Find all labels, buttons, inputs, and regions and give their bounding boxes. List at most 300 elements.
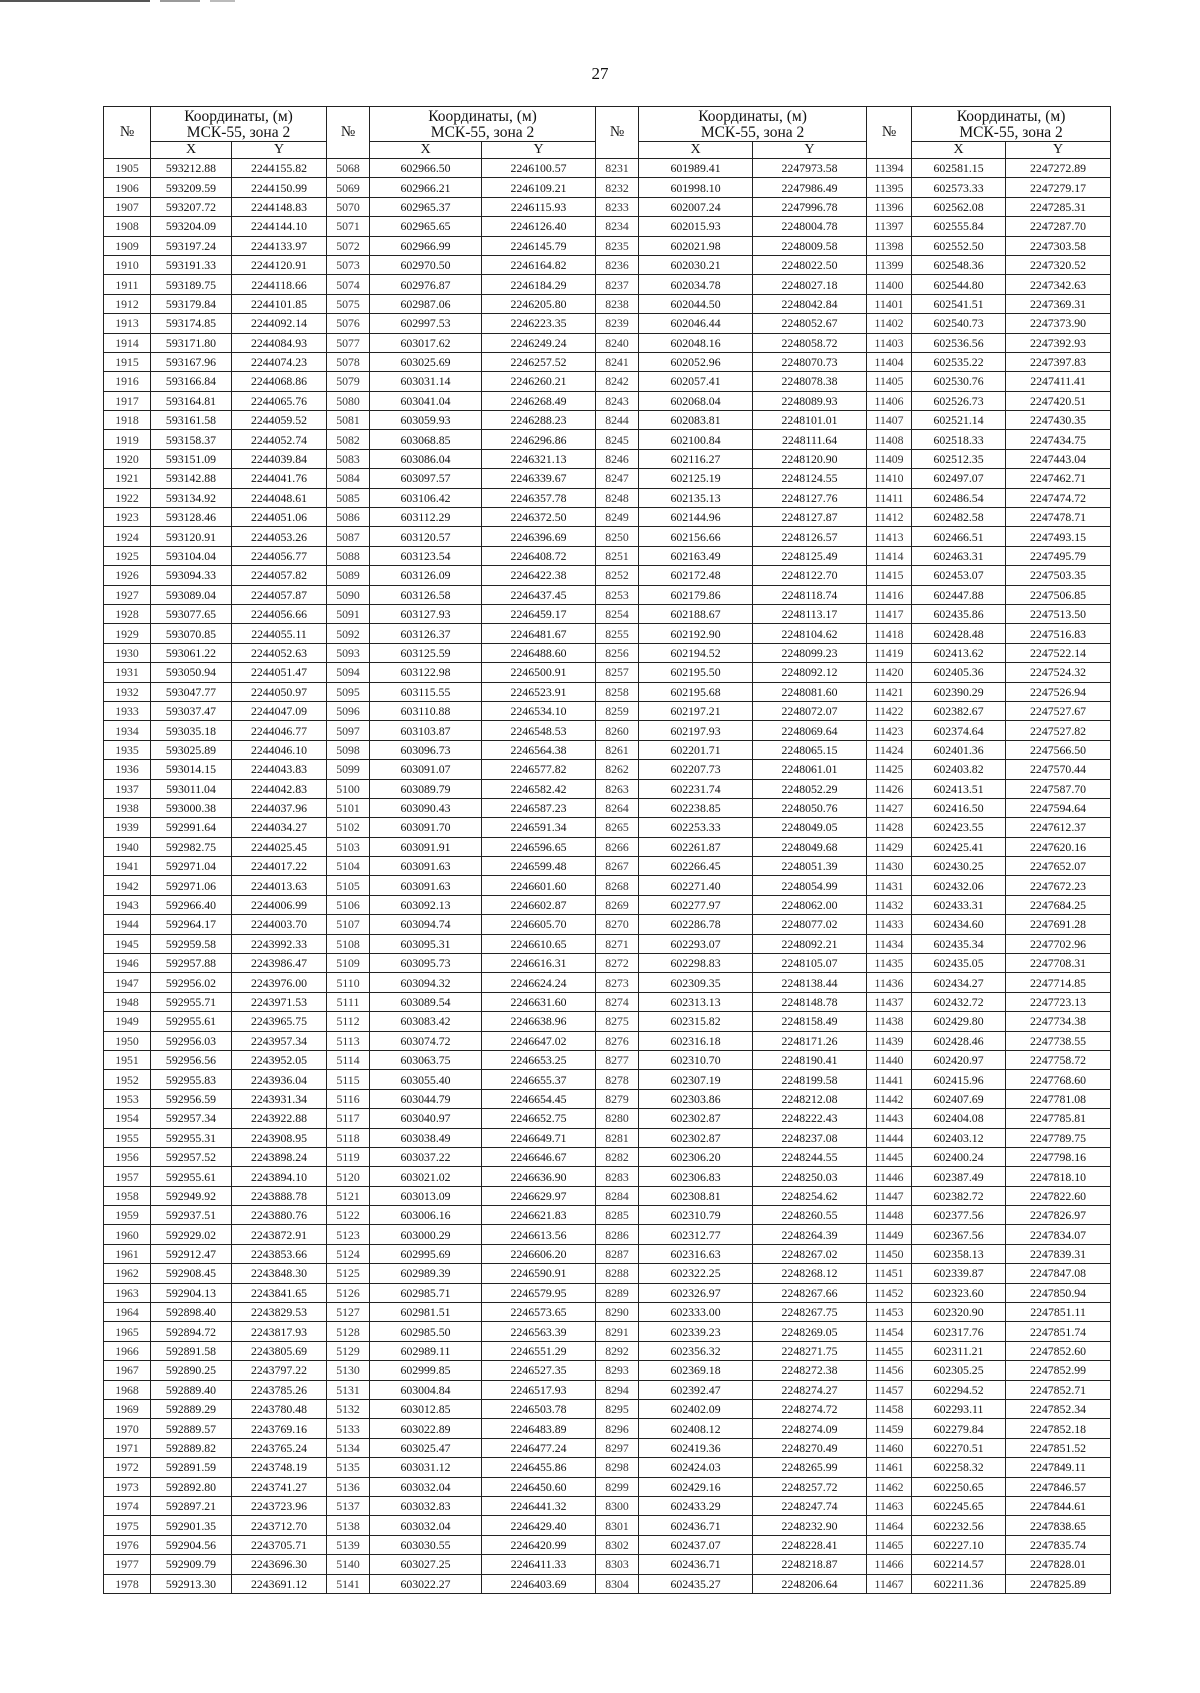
cell-y-value: 2247849.11 (1006, 1458, 1111, 1477)
cell-x-value: 602433.29 (639, 1496, 753, 1515)
cell-y-value: 2246481.67 (482, 624, 596, 643)
cell-y-value: 2248069.64 (753, 721, 867, 740)
cell-x-value: 592956.02 (151, 973, 232, 992)
cell-point-number: 11404 (867, 352, 912, 371)
table-row (104, 430, 1111, 449)
cell-point-number: 11432 (867, 895, 912, 914)
cell-point-number: 8282 (596, 1147, 639, 1166)
cell-x-value: 602227.10 (912, 1535, 1006, 1554)
cell-point-number: 8283 (596, 1167, 639, 1186)
column-group-header-coordinates (639, 107, 867, 142)
cell-y-value: 2244150.99 (232, 178, 327, 197)
cell-x-value: 593204.09 (151, 217, 232, 236)
table-row (104, 1535, 1111, 1554)
cell-point-number: 11459 (867, 1419, 912, 1438)
cell-y-value: 2248269.05 (753, 1322, 867, 1341)
cell-y-value: 2246488.60 (482, 643, 596, 662)
cell-y-value: 2247587.70 (1006, 779, 1111, 798)
cell-point-number: 8239 (596, 314, 639, 333)
cell-y-value: 2247478.71 (1006, 508, 1111, 527)
cell-x-value: 602433.31 (912, 895, 1006, 914)
cell-point-number: 1968 (104, 1380, 151, 1399)
cell-x-value: 603044.79 (370, 1089, 482, 1108)
cell-point-number: 1964 (104, 1303, 151, 1322)
cell-x-value: 593070.85 (151, 624, 232, 643)
cell-x-value: 592912.47 (151, 1244, 232, 1263)
cell-x-value: 592898.40 (151, 1303, 232, 1322)
table-row (104, 1303, 1111, 1322)
cell-y-value: 2243872.91 (232, 1225, 327, 1244)
cell-y-value: 2247798.16 (1006, 1147, 1111, 1166)
cell-y-value: 2246517.93 (482, 1380, 596, 1399)
cell-x-value: 602310.70 (639, 1050, 753, 1069)
cell-point-number: 1975 (104, 1516, 151, 1535)
cell-point-number: 11413 (867, 527, 912, 546)
cell-point-number: 8304 (596, 1574, 639, 1593)
cell-point-number: 5140 (327, 1555, 370, 1574)
cell-x-value: 602434.60 (912, 915, 1006, 934)
cell-x-value: 603074.72 (370, 1031, 482, 1050)
cell-point-number: 5087 (327, 527, 370, 546)
cell-x-value: 603038.49 (370, 1128, 482, 1147)
cell-point-number: 1953 (104, 1089, 151, 1108)
cell-y-value: 2247516.83 (1006, 624, 1111, 643)
cell-x-value: 602428.46 (912, 1031, 1006, 1050)
cell-point-number: 1933 (104, 701, 151, 720)
table-row (104, 1361, 1111, 1380)
cell-point-number: 5095 (327, 682, 370, 701)
cell-x-value: 593089.04 (151, 585, 232, 604)
cell-point-number: 1930 (104, 643, 151, 662)
cell-point-number: 1976 (104, 1535, 151, 1554)
cell-y-value: 2248027.18 (753, 275, 867, 294)
cell-y-value: 2247392.93 (1006, 333, 1111, 352)
cell-y-value: 2248111.64 (753, 430, 867, 449)
cell-y-value: 2246646.67 (482, 1147, 596, 1166)
cell-point-number: 11431 (867, 876, 912, 895)
cell-point-number: 8259 (596, 701, 639, 720)
cell-x-value: 602403.12 (912, 1128, 1006, 1147)
cell-y-value: 2244074.23 (232, 352, 327, 371)
cell-point-number: 11464 (867, 1516, 912, 1535)
cell-x-value: 603091.91 (370, 837, 482, 856)
cell-y-value: 2244025.45 (232, 837, 327, 856)
table-row (104, 1206, 1111, 1225)
cell-point-number: 8249 (596, 508, 639, 527)
cell-point-number: 1969 (104, 1400, 151, 1419)
cell-point-number: 8267 (596, 857, 639, 876)
cell-y-value: 2243691.12 (232, 1574, 327, 1593)
cell-x-value: 593158.37 (151, 430, 232, 449)
cell-x-value: 602245.65 (912, 1496, 1006, 1515)
cell-point-number: 5119 (327, 1147, 370, 1166)
table-row (104, 391, 1111, 410)
cell-y-value: 2247708.31 (1006, 954, 1111, 973)
table-row (104, 1458, 1111, 1477)
cell-x-value: 602135.13 (639, 488, 753, 507)
cell-point-number: 11452 (867, 1283, 912, 1302)
cell-point-number: 5134 (327, 1438, 370, 1457)
cell-x-value: 603091.63 (370, 857, 482, 876)
cell-x-value: 602308.81 (639, 1186, 753, 1205)
cell-point-number: 5139 (327, 1535, 370, 1554)
cell-point-number: 5069 (327, 178, 370, 197)
cell-point-number: 8280 (596, 1109, 639, 1128)
cell-point-number: 5068 (327, 159, 370, 178)
cell-y-value: 2246249.24 (482, 333, 596, 352)
cell-y-value: 2246184.29 (482, 275, 596, 294)
cell-y-value: 2248052.67 (753, 314, 867, 333)
cell-x-value: 603031.14 (370, 372, 482, 391)
cell-point-number: 5077 (327, 333, 370, 352)
cell-point-number: 1962 (104, 1264, 151, 1283)
cell-point-number: 8274 (596, 992, 639, 1011)
cell-point-number: 5089 (327, 566, 370, 585)
cell-point-number: 11434 (867, 934, 912, 953)
cell-x-value: 601989.41 (639, 159, 753, 178)
cell-point-number: 8256 (596, 643, 639, 662)
cell-point-number: 8244 (596, 411, 639, 430)
cell-x-value: 602966.99 (370, 236, 482, 255)
cell-y-value: 2248206.64 (753, 1574, 867, 1593)
cell-point-number: 8263 (596, 779, 639, 798)
cell-point-number: 11407 (867, 411, 912, 430)
cell-y-value: 2247612.37 (1006, 818, 1111, 837)
column-group-header-coordinates (370, 107, 596, 142)
cell-point-number: 1941 (104, 857, 151, 876)
cell-x-value: 602530.76 (912, 372, 1006, 391)
cell-x-value: 592966.40 (151, 895, 232, 914)
cell-x-value: 602323.60 (912, 1283, 1006, 1302)
cell-x-value: 603031.12 (370, 1458, 482, 1477)
cell-y-value: 2244048.61 (232, 488, 327, 507)
cell-y-value: 2243880.76 (232, 1206, 327, 1225)
cell-point-number: 1932 (104, 682, 151, 701)
table-row (104, 1341, 1111, 1360)
cell-x-value: 602298.83 (639, 954, 753, 973)
cell-y-value: 2248052.29 (753, 779, 867, 798)
cell-point-number: 11427 (867, 798, 912, 817)
cell-x-value: 592889.29 (151, 1400, 232, 1419)
cell-y-value: 2243696.30 (232, 1555, 327, 1574)
cell-point-number: 8284 (596, 1186, 639, 1205)
cell-x-value: 602316.18 (639, 1031, 753, 1050)
cell-x-value: 602435.34 (912, 934, 1006, 953)
cell-x-value: 592957.52 (151, 1147, 232, 1166)
cell-point-number: 8270 (596, 915, 639, 934)
cell-x-value: 602277.97 (639, 895, 753, 914)
cell-point-number: 8289 (596, 1283, 639, 1302)
cell-y-value: 2246606.20 (482, 1244, 596, 1263)
cell-point-number: 5100 (327, 779, 370, 798)
cell-point-number: 5141 (327, 1574, 370, 1593)
cell-y-value: 2248148.78 (753, 992, 867, 1011)
cell-x-value: 602021.98 (639, 236, 753, 255)
cell-x-value: 593171.80 (151, 333, 232, 352)
cell-x-value: 593212.88 (151, 159, 232, 178)
cell-point-number: 8272 (596, 954, 639, 973)
cell-x-value: 603089.54 (370, 992, 482, 1011)
cell-y-value: 2246602.87 (482, 895, 596, 914)
cell-x-value: 593174.85 (151, 314, 232, 333)
table-row (104, 566, 1111, 585)
cell-x-value: 592955.61 (151, 1167, 232, 1186)
cell-point-number: 1918 (104, 411, 151, 430)
cell-point-number: 11437 (867, 992, 912, 1011)
table-row (104, 352, 1111, 371)
cell-y-value: 2248105.07 (753, 954, 867, 973)
cell-y-value: 2244068.86 (232, 372, 327, 391)
cell-x-value: 603096.73 (370, 740, 482, 759)
cell-point-number: 1928 (104, 604, 151, 623)
cell-y-value: 2243817.93 (232, 1322, 327, 1341)
cell-x-value: 602400.24 (912, 1147, 1006, 1166)
cell-y-value: 2246582.42 (482, 779, 596, 798)
cell-y-value: 2246372.50 (482, 508, 596, 527)
cell-y-value: 2246339.67 (482, 469, 596, 488)
cell-point-number: 5114 (327, 1050, 370, 1069)
cell-y-value: 2248264.39 (753, 1225, 867, 1244)
cell-x-value: 603068.85 (370, 430, 482, 449)
cell-y-value: 2247822.60 (1006, 1186, 1111, 1205)
cell-point-number: 1949 (104, 1012, 151, 1031)
column-header-x: X (151, 142, 232, 159)
cell-y-value: 2248081.60 (753, 682, 867, 701)
cell-point-number: 11428 (867, 818, 912, 837)
table-row (104, 837, 1111, 856)
cell-y-value: 2246441.32 (482, 1496, 596, 1515)
cell-point-number: 1971 (104, 1438, 151, 1457)
table-row (104, 1167, 1111, 1186)
cell-point-number: 5071 (327, 217, 370, 236)
table-row (104, 508, 1111, 527)
cell-point-number: 8303 (596, 1555, 639, 1574)
cell-y-value: 2248125.49 (753, 546, 867, 565)
cell-point-number: 5112 (327, 1012, 370, 1031)
cell-point-number: 1919 (104, 430, 151, 449)
cell-x-value: 603000.29 (370, 1225, 482, 1244)
cell-y-value: 2246577.82 (482, 760, 596, 779)
cell-y-value: 2246411.33 (482, 1555, 596, 1574)
cell-x-value: 593120.91 (151, 527, 232, 546)
cell-y-value: 2247570.44 (1006, 760, 1111, 779)
cell-point-number: 11441 (867, 1070, 912, 1089)
cell-x-value: 602083.81 (639, 411, 753, 430)
cell-point-number: 11439 (867, 1031, 912, 1050)
table-row (104, 1400, 1111, 1419)
cell-x-value: 602286.78 (639, 915, 753, 934)
cell-y-value: 2247785.81 (1006, 1109, 1111, 1128)
cell-y-value: 2248049.05 (753, 818, 867, 837)
cell-x-value: 602413.51 (912, 779, 1006, 798)
cell-y-value: 2246653.25 (482, 1050, 596, 1069)
cell-y-value: 2247789.75 (1006, 1128, 1111, 1147)
cell-point-number: 8278 (596, 1070, 639, 1089)
cell-y-value: 2246437.45 (482, 585, 596, 604)
cell-point-number: 5084 (327, 469, 370, 488)
cell-y-value: 2248274.27 (753, 1380, 867, 1399)
table-row (104, 1089, 1111, 1108)
cell-point-number: 5128 (327, 1322, 370, 1341)
cell-x-value: 602432.72 (912, 992, 1006, 1011)
cell-y-value: 2243922.88 (232, 1109, 327, 1128)
cell-y-value: 2243931.34 (232, 1089, 327, 1108)
cell-y-value: 2247839.31 (1006, 1244, 1111, 1263)
cell-x-value: 592982.75 (151, 837, 232, 856)
column-header-number: № (867, 107, 912, 159)
cell-x-value: 602046.44 (639, 314, 753, 333)
cell-x-value: 602201.71 (639, 740, 753, 759)
cell-point-number: 1925 (104, 546, 151, 565)
cell-y-value: 2243894.10 (232, 1167, 327, 1186)
cell-x-value: 602322.25 (639, 1264, 753, 1283)
cell-point-number: 1958 (104, 1186, 151, 1205)
cell-y-value: 2247620.16 (1006, 837, 1111, 856)
table-row (104, 779, 1111, 798)
cell-y-value: 2248271.75 (753, 1341, 867, 1360)
cell-point-number: 1935 (104, 740, 151, 759)
cell-point-number: 5081 (327, 411, 370, 430)
cell-y-value: 2246126.40 (482, 217, 596, 236)
cell-x-value: 602965.65 (370, 217, 482, 236)
cell-x-value: 603040.97 (370, 1109, 482, 1128)
cell-point-number: 11410 (867, 469, 912, 488)
cell-x-value: 602356.32 (639, 1341, 753, 1360)
cell-point-number: 8297 (596, 1438, 639, 1457)
cell-x-value: 592897.21 (151, 1496, 232, 1515)
cell-x-value: 603110.88 (370, 701, 482, 720)
cell-x-value: 602188.67 (639, 604, 753, 623)
cell-point-number: 8252 (596, 566, 639, 585)
cell-point-number: 8299 (596, 1477, 639, 1496)
column-header-x: X (912, 142, 1006, 159)
cell-x-value: 593166.84 (151, 372, 232, 391)
column-header-x: X (639, 142, 753, 159)
cell-y-value: 2246450.60 (482, 1477, 596, 1496)
cell-y-value: 2247818.10 (1006, 1167, 1111, 1186)
table-row (104, 1419, 1111, 1438)
cell-point-number: 11394 (867, 159, 912, 178)
cell-point-number: 11419 (867, 643, 912, 662)
cell-x-value: 602419.36 (639, 1438, 753, 1457)
cell-x-value: 592929.02 (151, 1225, 232, 1244)
cell-point-number: 11411 (867, 488, 912, 507)
cell-point-number: 11425 (867, 760, 912, 779)
column-header-y: Y (1006, 142, 1111, 159)
cell-point-number: 1931 (104, 663, 151, 682)
cell-x-value: 602453.07 (912, 566, 1006, 585)
cell-y-value: 2246563.39 (482, 1322, 596, 1341)
cell-point-number: 11446 (867, 1167, 912, 1186)
cell-x-value: 602482.58 (912, 508, 1006, 527)
cell-x-value: 602965.37 (370, 197, 482, 216)
cell-x-value: 603126.58 (370, 585, 482, 604)
cell-x-value: 602555.84 (912, 217, 1006, 236)
cell-x-value: 602985.50 (370, 1322, 482, 1341)
cell-point-number: 5076 (327, 314, 370, 333)
cell-point-number: 11442 (867, 1089, 912, 1108)
cell-y-value: 2243848.30 (232, 1264, 327, 1283)
cell-x-value: 603022.27 (370, 1574, 482, 1593)
cell-y-value: 2247320.52 (1006, 255, 1111, 274)
cell-point-number: 5079 (327, 372, 370, 391)
cell-y-value: 2246599.48 (482, 857, 596, 876)
cell-y-value: 2247524.32 (1006, 663, 1111, 682)
cell-point-number: 1965 (104, 1322, 151, 1341)
cell-y-value: 2248077.02 (753, 915, 867, 934)
cell-x-value: 603027.25 (370, 1555, 482, 1574)
cell-y-value: 2244013.63 (232, 876, 327, 895)
cell-x-value: 602526.73 (912, 391, 1006, 410)
cell-point-number: 5096 (327, 701, 370, 720)
cell-x-value: 592901.35 (151, 1516, 232, 1535)
cell-x-value: 603094.32 (370, 973, 482, 992)
cell-x-value: 602192.90 (639, 624, 753, 643)
table-row (104, 372, 1111, 391)
cell-x-value: 603106.42 (370, 488, 482, 507)
cell-y-value: 2247834.07 (1006, 1225, 1111, 1244)
cell-y-value: 2247420.51 (1006, 391, 1111, 410)
cell-x-value: 602144.96 (639, 508, 753, 527)
coordinate-system-label: МСК-55, зона 2 (959, 124, 1063, 141)
cell-y-value: 2247851.11 (1006, 1303, 1111, 1322)
cell-x-value: 603127.93 (370, 604, 482, 623)
cell-x-value: 602179.86 (639, 585, 753, 604)
cell-point-number: 5101 (327, 798, 370, 817)
table-row (104, 527, 1111, 546)
cell-y-value: 2247852.71 (1006, 1380, 1111, 1399)
table-row (104, 992, 1111, 1011)
cell-x-value: 602034.78 (639, 275, 753, 294)
cell-x-value: 602989.39 (370, 1264, 482, 1283)
cell-x-value: 592971.06 (151, 876, 232, 895)
cell-point-number: 1938 (104, 798, 151, 817)
cell-y-value: 2247714.85 (1006, 973, 1111, 992)
cell-point-number: 8292 (596, 1341, 639, 1360)
cell-y-value: 2247279.17 (1006, 178, 1111, 197)
cell-point-number: 8265 (596, 818, 639, 837)
table-row (104, 1322, 1111, 1341)
cell-y-value: 2246596.65 (482, 837, 596, 856)
coordinates-label: Координаты, (м) (956, 108, 1066, 125)
cell-y-value: 2248065.15 (753, 740, 867, 759)
cell-x-value: 602100.84 (639, 430, 753, 449)
cell-x-value: 593191.33 (151, 255, 232, 274)
cell-point-number: 5136 (327, 1477, 370, 1496)
cell-point-number: 11457 (867, 1380, 912, 1399)
cell-y-value: 2246223.35 (482, 314, 596, 333)
cell-point-number: 1970 (104, 1419, 151, 1438)
cell-x-value: 592889.82 (151, 1438, 232, 1457)
cell-y-value: 2243769.16 (232, 1419, 327, 1438)
cell-x-value: 602436.71 (639, 1516, 753, 1535)
cell-y-value: 2246587.23 (482, 798, 596, 817)
cell-y-value: 2243741.27 (232, 1477, 327, 1496)
column-header-number: № (327, 107, 370, 159)
cell-y-value: 2247852.18 (1006, 1419, 1111, 1438)
table-row (104, 1283, 1111, 1302)
cell-y-value: 2244055.11 (232, 624, 327, 643)
cell-point-number: 5074 (327, 275, 370, 294)
cell-x-value: 603059.93 (370, 411, 482, 430)
cell-point-number: 5105 (327, 876, 370, 895)
cell-y-value: 2247434.75 (1006, 430, 1111, 449)
cell-y-value: 2247847.08 (1006, 1264, 1111, 1283)
table-row (104, 1186, 1111, 1205)
cell-y-value: 2248274.72 (753, 1400, 867, 1419)
cell-x-value: 592908.45 (151, 1264, 232, 1283)
cell-x-value: 592894.72 (151, 1322, 232, 1341)
